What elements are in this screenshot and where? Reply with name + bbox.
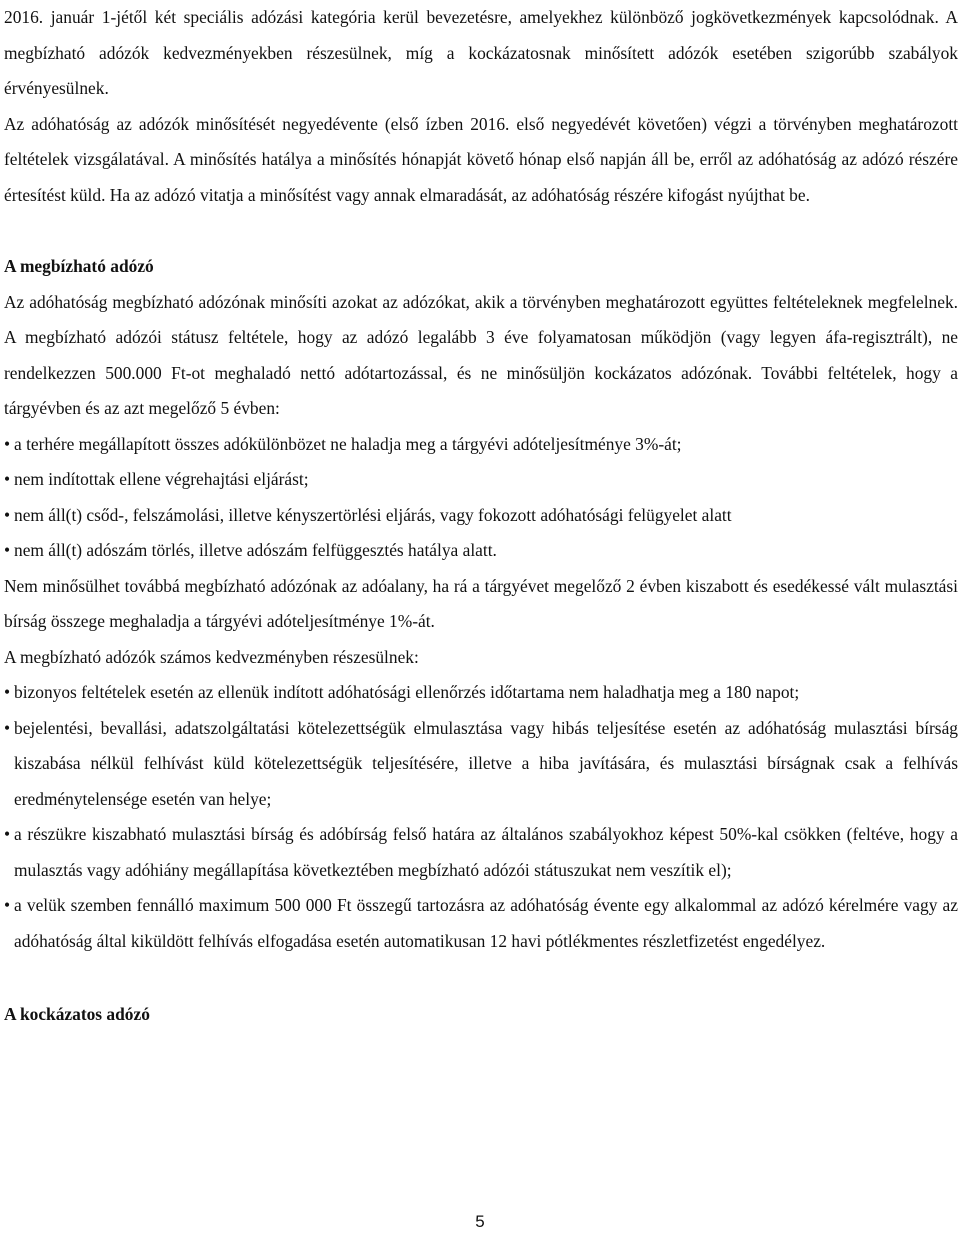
- section-heading-reliable: A megbízható adózó: [4, 256, 154, 276]
- section-spacer: [4, 213, 958, 249]
- bullet-marker: •: [4, 717, 11, 738]
- list-item-text: bejelentési, bevallási, adatszolgáltatási kötelezettségük elmulasztása vagy hibás teljesítése esetén az adóhatóság mulasztási bírság kiszabása nélkül felhívást küld kötelezettségük teljesítésére, illetve a hiba javítására, és mulasztási bírságnak csak a felhívás eredménytelensége esetén van helye;: [14, 717, 958, 809]
- section-spacer: [4, 959, 958, 997]
- list-item: [4, 888, 958, 959]
- list-item-text: nem áll(t) csőd-, felszámolási, illetve kényszertörlési eljárás, vagy fokozott adóhatósági felügyelet alatt: [14, 504, 732, 525]
- list-item: [4, 817, 958, 888]
- list-item-text: a terhére megállapított összes adókülönbözet ne haladja meg a tárgyévi adóteljesítménye 3%-át;: [14, 433, 682, 454]
- list-item-text: bizonyos feltételek esetén az ellenük indított adóhatósági ellenőrzés időtartama nem haladhatja meg a 180 napot;: [14, 682, 800, 702]
- bullet-marker: •: [4, 895, 11, 915]
- bullet-marker: •: [4, 504, 11, 525]
- list-item-text: a velük szemben fennálló maximum 500 000 Ft összegű tartozásra az adóhatóság évente egy alkalommal az adózó kérelmére vagy az adóhatóság által kiküldött felhívás elfogadása esetén automatikusan 12 havi pótlékmentes részletfizetést engedélyez.: [14, 895, 958, 951]
- reliable-conditions-paragraph: Az adóhatóság megbízható adózónak minősíti azokat az adózókat, akik a törvényben meghatározott együttes feltételeknek megfelelnek. A megbízható adózói státusz feltétele, hogy az adózó legalább 3 éve folyamatosan működjön (vagy legyen áfa-regisztrált), ne rendelkezzen 500.000 Ft-ot meghaladó nettó adótartozással, és ne minősüljön kockázatos adózónak. További feltételek, hogy a tárgyévben és az azt megelőző 5 évben:: [4, 291, 958, 418]
- list-item: [4, 675, 958, 711]
- section-heading-risky: A kockázatos adózó: [4, 1004, 150, 1024]
- bullet-marker: •: [4, 682, 11, 702]
- list-item: [4, 533, 958, 569]
- bullet-marker: •: [4, 469, 11, 489]
- intro-paragraph-2: Az adóhatóság az adózók minősítését negyedévente (első ízben 2016. első negyedévét követően) végzi a törvényben meghatározott feltételek vizsgálatával. A minősítés hatálya a minősítés hónapját követő hónap első napján áll be, erről az adóhatóság az adózó részére értesítést küld. Ha az adózó vitatja a minősítést vagy annak elmaradását, az adóhatóság részére kifogást nyújthat be.: [4, 113, 958, 205]
- benefits-list: [4, 675, 958, 959]
- bullet-marker: •: [4, 433, 11, 454]
- intro-paragraph-1: 2016. január 1-jétől két speciális adózási kategória kerül bevezetésre, amelyekhez különböző jogkövetkezmények kapcsolódnak. A megbízható adózók kedvezményekben részesülnek, míg a kockázatosnak minősített adózók esetében szigorúbb szabályok érvényesülnek.: [4, 7, 958, 98]
- bullet-marker: •: [4, 824, 11, 844]
- list-item: [4, 711, 958, 818]
- list-item: [4, 498, 958, 534]
- benefits-intro-paragraph: A megbízható adózók számos kedvezményben részesülnek:: [4, 646, 419, 667]
- list-item-text: nem áll(t) adószám törlés, illetve adószám felfüggesztés hatálya alatt.: [14, 540, 497, 560]
- list-item-text: nem indítottak ellene végrehajtási eljárást;: [14, 469, 309, 489]
- bullet-marker: •: [4, 540, 11, 560]
- reliable-exclusion-paragraph: Nem minősülhet továbbá megbízható adózónak az adóalany, ha rá a tárgyévet megelőző 2 évben kiszabott és esedékessé vált mulasztási bírság összege meghaladja a tárgyévi adóteljesítménye 1%-át.: [4, 575, 958, 631]
- document-page: [4, 0, 958, 1033]
- list-item: [4, 427, 958, 463]
- page-number: 5: [475, 1212, 485, 1231]
- list-item: [4, 462, 958, 498]
- list-item-text: a részükre kiszabható mulasztási bírság és adóbírság felső határa az általános szabályokhoz képest 50%-kal csökken (feltéve, hogy a mulasztás vagy adóhiány megállapítása következtében megbízható adózói státuszukat nem veszítik el);: [14, 824, 958, 880]
- conditions-list: [4, 427, 958, 569]
